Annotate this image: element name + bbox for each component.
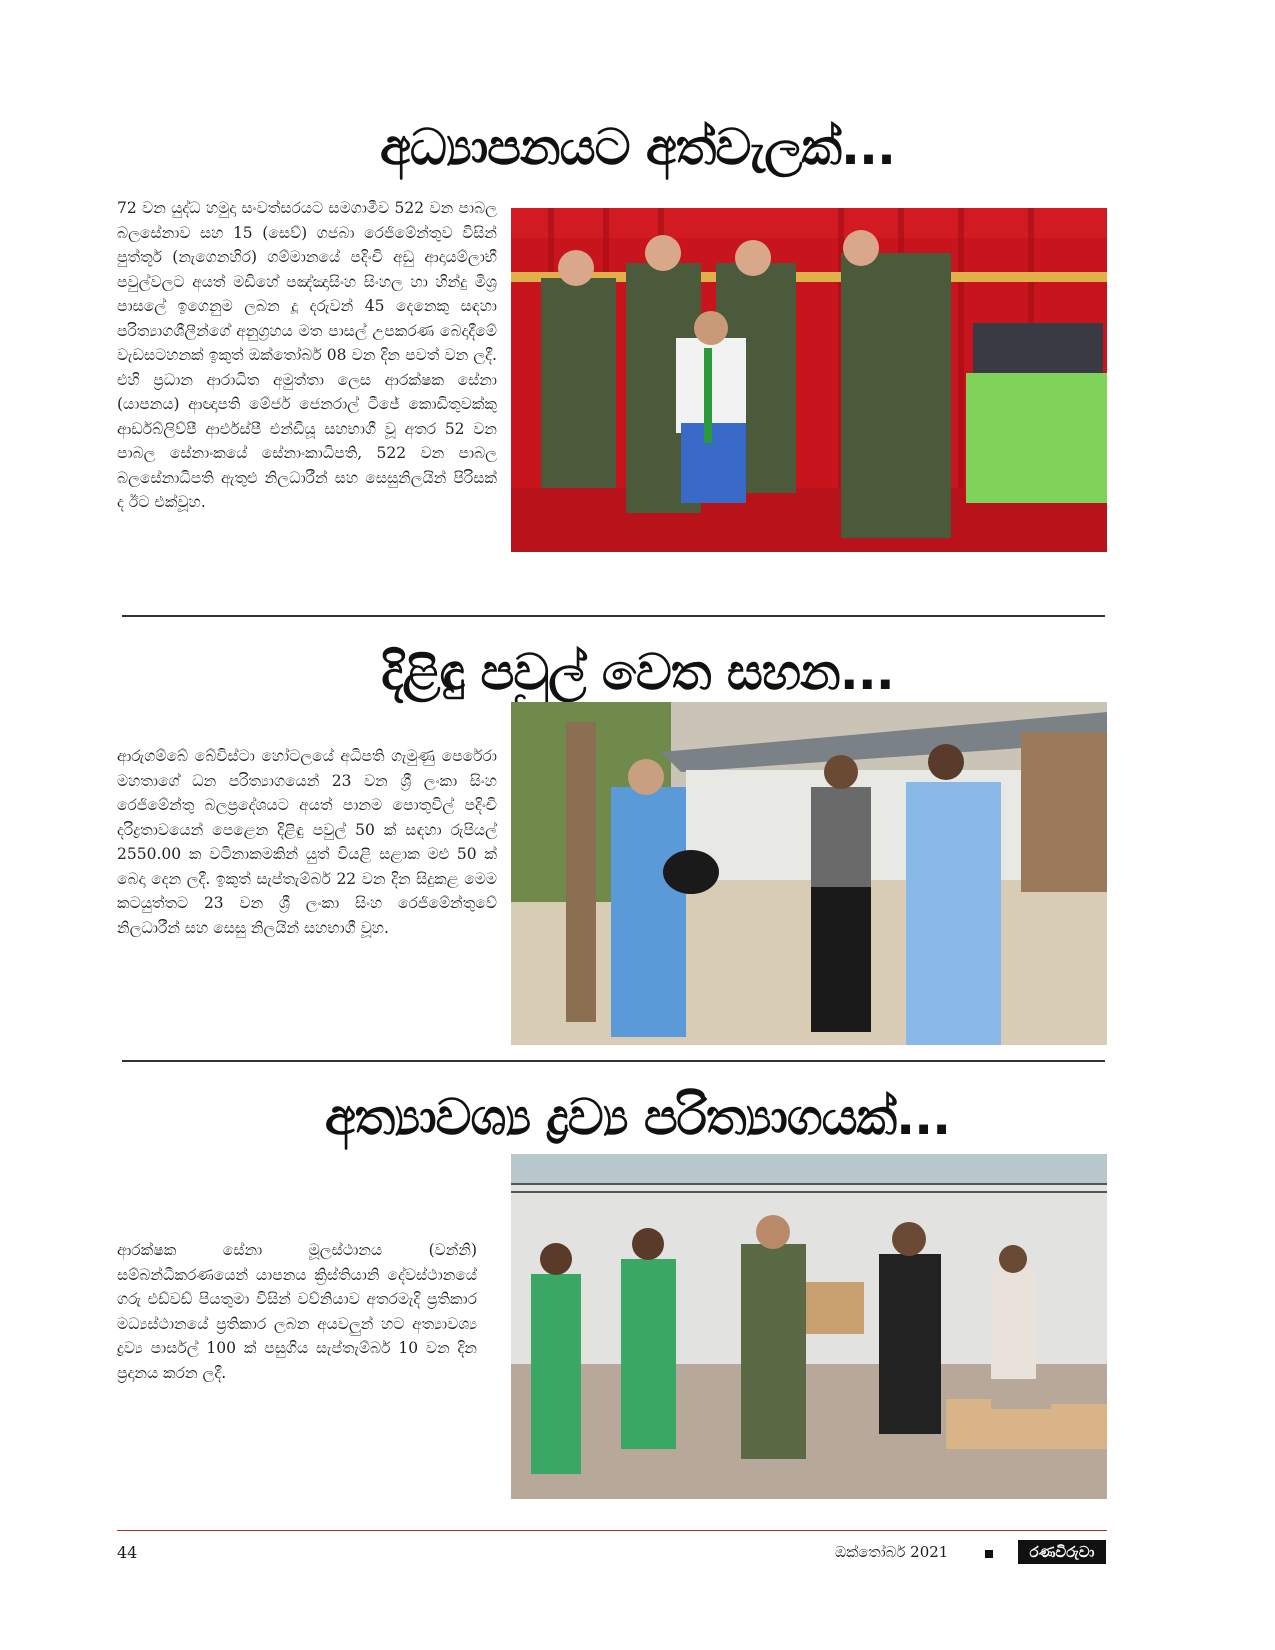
section-divider xyxy=(122,615,1105,617)
article-2-heading: දිළිඳු පවුල් වෙත සහන... xyxy=(381,643,894,701)
article-1-photo xyxy=(511,208,1107,552)
article-1-heading: අධ්‍යාපනයට අත්වැලක්... xyxy=(380,118,895,176)
article-3-photo xyxy=(511,1154,1107,1499)
page-number: 44 xyxy=(117,1543,138,1562)
parcel-donation-photo xyxy=(511,1154,1107,1499)
magazine-logo: රණවිරුවා xyxy=(1018,1540,1106,1564)
square-bullet-icon xyxy=(985,1550,993,1558)
article-2-body: ආරුගම්බේ බේවිස්ටා හෝටලයේ අධිපති ගැමුණු පෙරේරා මහතාගේ ධන පරිත්‍යාගයෙන් 23 වන ශ්‍රී ලංකා සිංහ රෙජිමේන්තු බලප්‍රදේශයට අයත් පානම පොතුවිල් පදිංචි දරිද්‍රතාවයෙන් පෙළෙන දිළිඳු පවුල් 50 ක් සඳහා රුපියල් 2550.00 ක වටිනාකමකින් යුත් වියළි සළාක මළු 50 ක් බෙදා දෙන ලදී. ඉකුත් සැප්තැම්බර් 22 වන දින සිදුකළ මෙම කටයුත්තට 23 වන ශ්‍රී ලංකා සිංහ රෙජිමේන්තුවේ නිලධාරීන් සහ සෙසු නිලයින් සහභාගී වූහ. xyxy=(117,747,497,937)
article-3-heading: අත්‍යාවශ්‍ය ද්‍රව්‍ය පරිත්‍යාගයක්... xyxy=(324,1088,951,1146)
footer-divider xyxy=(117,1530,1107,1531)
article-2-photo xyxy=(511,702,1107,1045)
section-divider xyxy=(122,1060,1105,1062)
article-1-body: 72 වන යුද්ධ හමුදා සංවත්සරයට සමගාමීව 522 වන පාබල බලසේනාව සහ 15 (සෙව්) ගජබා රෙජිමේන්තුව විසින් පුත්තූර් (නැගෙනහිර) ගම්මානයේ පදිංචි අඩු ආදායම්ලාභී පවුල්වලට අයත් මඩිහේ පඤ්ඤාසිංහ සිංහල හා හින්දු මිශ්‍ර පාසලේ ඉගෙනුම ලබන දූ දරුවන් 45 දෙනෙකු සඳහා පරිත්‍යාගශීලීන්ගේ අනුග්‍රහය මත පාසල් උපකරණ බෙදාදීමේ වැඩසටහනක් ඉකුත් ඔක්තෝබර් 08 වන දින පවත් වන ලදී. එහි ප්‍රධාන ආරාධිත අමුත්තා ලෙස ආරක්ෂක සේනා (යාපනය) ආඥාපති මේජර් ජෙනරාල් ටීජේ කොඩිතුවක්කු ආර්ඩබ්ලිව්පී ආර්එස්පී එන්ඩීයූ සහභාගී වූ අතර 52 වන පාබල සේනාංකයේ සේනාංකාධිපති, 522 වන පාබල බලසේනාධිපති ඇතුළු නිලධාරීන් සහ සෙසුනිලයින් පිරිසක් ද ඊට එක්වූහ. xyxy=(117,199,497,511)
school-supplies-photo xyxy=(511,208,1107,552)
issue-date: ඔක්තෝබර් 2021 xyxy=(835,1543,949,1561)
article-3-body: ආරක්ෂක සේනා මූලස්ථානය (වන්නි) සම්බන්ධීකරණයෙන් යාපනය ක්‍රිස්තියානි දේවස්ථානයේ ගරු එඩ්වඩ් පියතුමා විසින් වව්නියාව අතරමැදි ප්‍රතිකාර මධ්‍යස්ථානයේ ප්‍රතිකාර ලබන අයවලුන් හට අත්‍යාවශ්‍ය ද්‍රව්‍ය පාර්සල් 100 ක් පසුගිය සැප්තැම්බර් 10 වන දින ප්‍රදානය කරන ලදී. xyxy=(117,1241,477,1382)
dry-ration-handover-photo xyxy=(511,702,1107,1045)
